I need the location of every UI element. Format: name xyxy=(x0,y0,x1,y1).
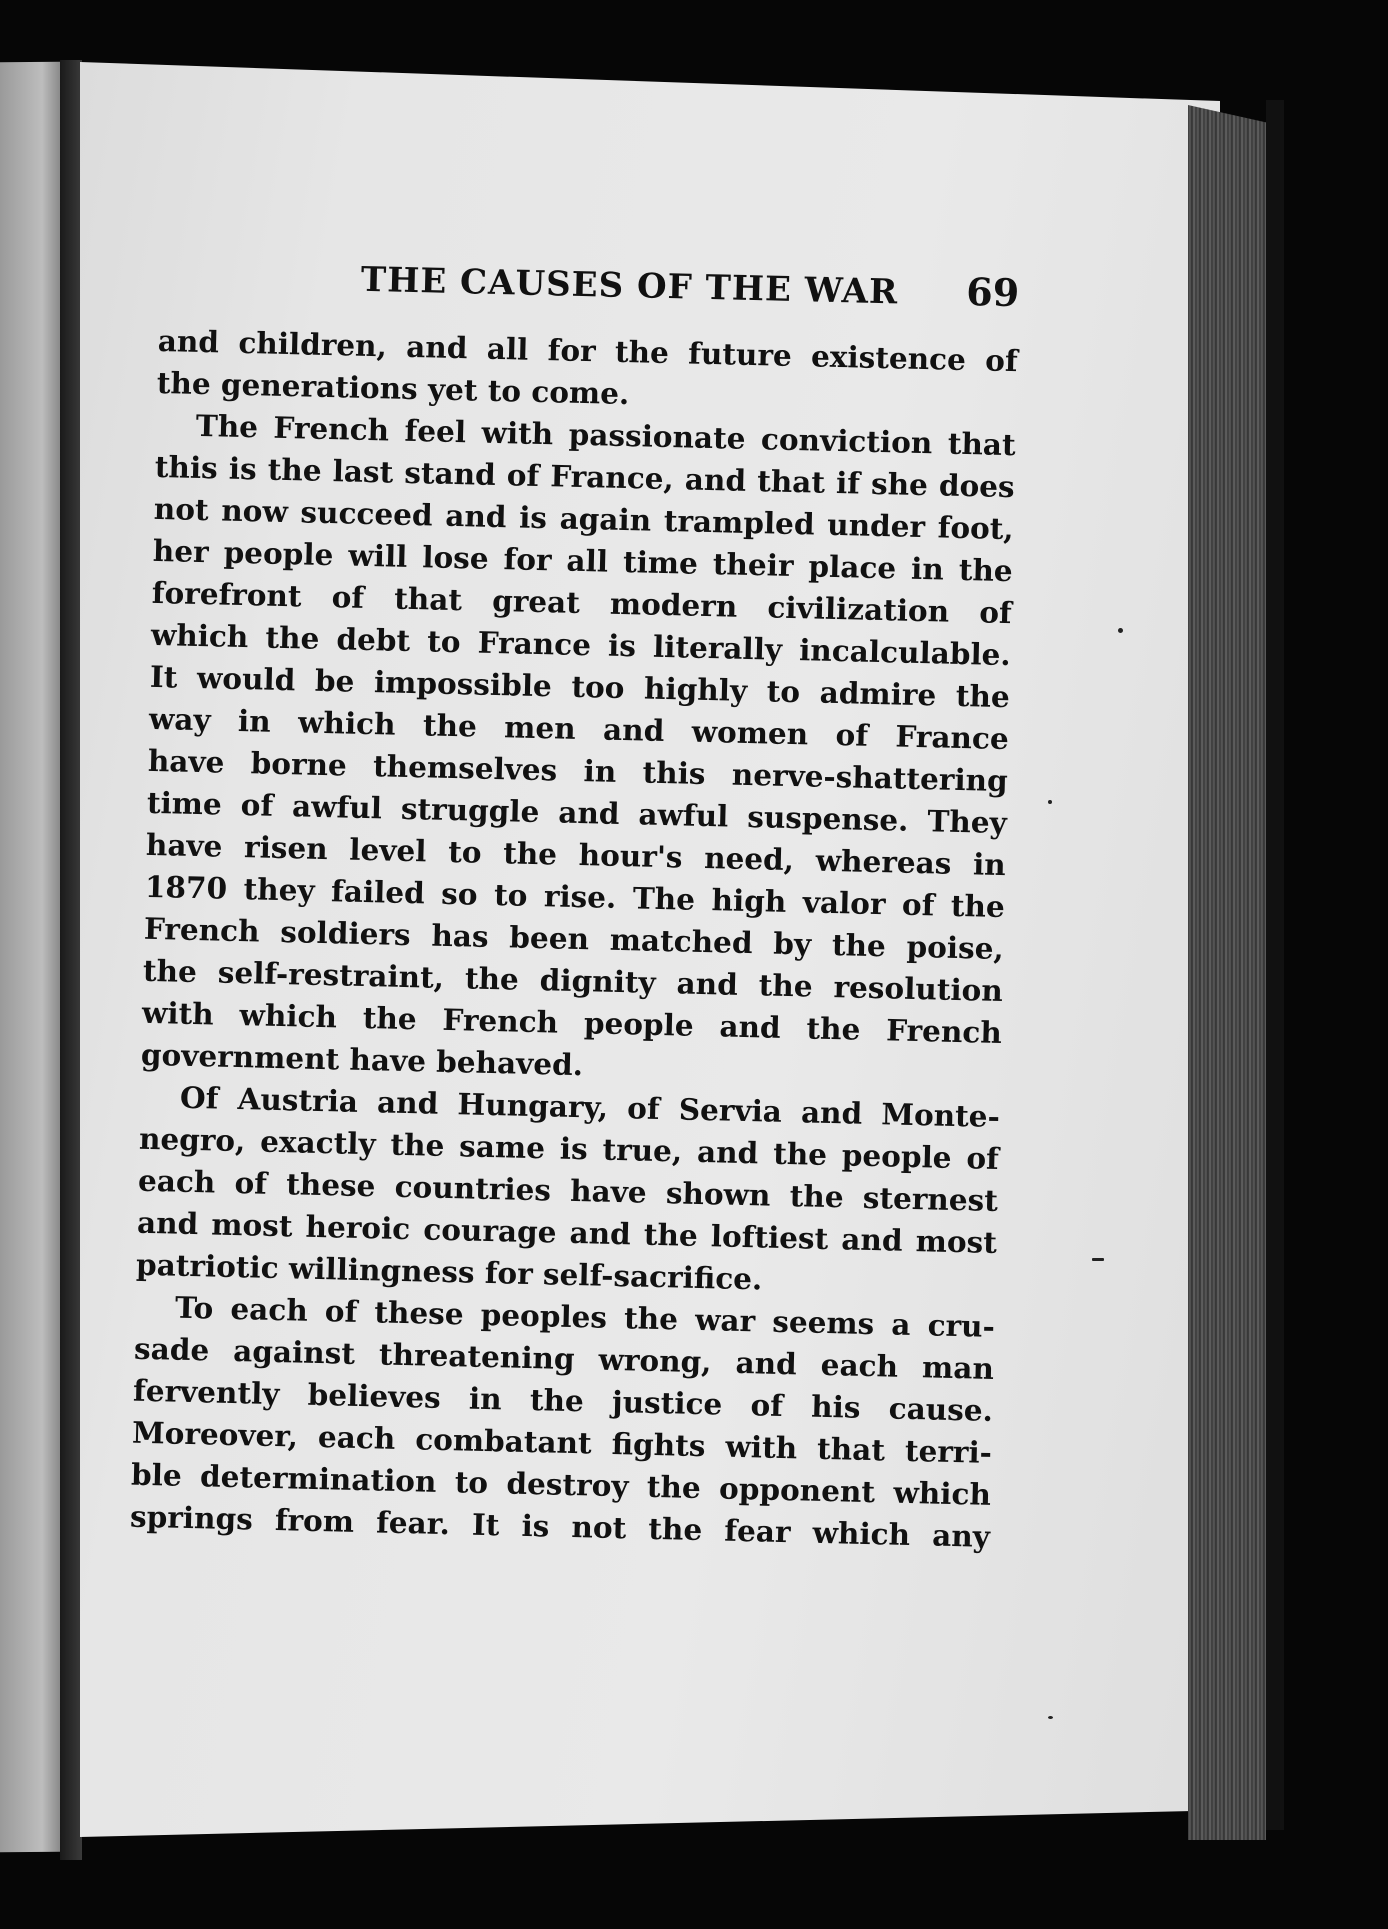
page-text-block xyxy=(130,250,1020,1558)
text-line: have borne themselves in this nerve-shattering xyxy=(147,742,1009,799)
text-line: Moreover, each combatant fights with that terri- xyxy=(131,1414,993,1470)
text-line: ble determination to destroy the opponent which xyxy=(130,1456,992,1512)
dust-speck xyxy=(1048,1716,1053,1719)
text-line: which the debt to France is literally incalculable. xyxy=(150,616,1012,673)
page-stack-edge xyxy=(1188,105,1266,1840)
text-line: this is the last stand of France, and that if she does xyxy=(154,448,1016,505)
text-line: negro, exactly the same is true, and the people of xyxy=(138,1120,1000,1177)
text-line: fervently believes in the justice of his cause. xyxy=(132,1372,994,1428)
text-line: have risen level to the hour's need, whereas in xyxy=(145,826,1007,883)
text-line: French soldiers has been matched by the poise, xyxy=(143,910,1005,967)
text-line: not now succeed and is again trampled under foot, xyxy=(153,490,1015,547)
facing-page-edge xyxy=(0,62,60,1852)
text-line: and most heroic courage and the loftiest and most xyxy=(136,1204,998,1260)
text-line: government have behaved. xyxy=(140,1036,584,1083)
cover-edge xyxy=(1266,100,1284,1830)
text-line: each of these countries have shown the sternest xyxy=(137,1162,999,1218)
text-line: forefront of that great modern civilization of xyxy=(151,574,1013,631)
text-line: The French feel with passionate conviction that xyxy=(195,407,1017,463)
text-line: the generations yet to come. xyxy=(156,364,630,412)
text-line: It would be impossible too highly to admire the xyxy=(149,658,1011,715)
text-line: patriotic willingness for self-sacrifice. xyxy=(135,1246,763,1297)
page-number: 69 xyxy=(965,269,1020,316)
dust-speck xyxy=(1092,1258,1104,1261)
text-line: To each of these peoples the war seems a cru- xyxy=(174,1289,996,1344)
text-line: sade against threatening wrong, and each man xyxy=(133,1330,995,1386)
text-line: time of awful struggle and awful suspense. They xyxy=(146,784,1008,841)
text-line: and children, and all for the future existence of xyxy=(157,322,1019,379)
running-head: THE CAUSES OF THE WAR xyxy=(360,259,899,313)
text-line: way in which the men and women of France xyxy=(148,700,1010,757)
gutter-shadow xyxy=(60,60,82,1860)
text-line: springs from fear. It is not the fear which any xyxy=(129,1498,991,1554)
text-line: her people will lose for all time their place in the xyxy=(152,532,1014,589)
text-line: with which the French people and the French xyxy=(141,994,1003,1051)
dust-speck xyxy=(1118,628,1123,633)
text-line: the self-restraint, the dignity and the resolution xyxy=(142,952,1004,1009)
text-line: 1870 they failed so to rise. The high valor of the xyxy=(144,868,1006,925)
dust-speck xyxy=(1048,800,1052,804)
text-line: Of Austria and Hungary, of Servia and Monte- xyxy=(179,1079,1001,1135)
